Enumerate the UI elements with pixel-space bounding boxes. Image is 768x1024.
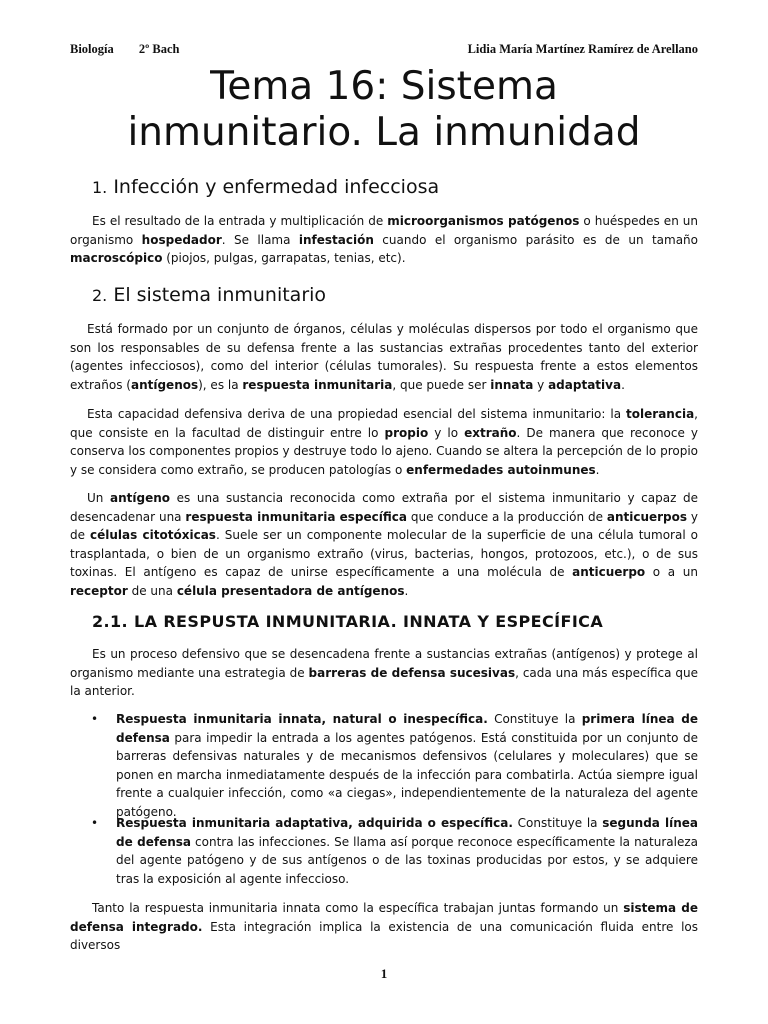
section-2-1-paragraph-1: Es un proceso defensivo que se desencadena frente a sustancias extrañas (antígenos) y protege al organismo mediante una estrategia de barreras de defensa sucesivas, cada una más específica que la anterior.: [70, 647, 698, 699]
header-left: [70, 42, 179, 57]
section-2-1-paragraph-2: Tanto la respuesta inmunitaria innata como la específica trabajan juntas formando un sistema de defensa integrado. Esta integración implica la existencia de una comunicación fluida entre los diversos: [70, 901, 699, 953]
header-subject: Biología: [70, 42, 114, 56]
page-number: 1: [380, 966, 388, 981]
section-2-heading: [92, 284, 326, 306]
section-2-paragraph-2: Esta capacidad defensiva deriva de una propiedad esencial del sistema inmunitario: la tolerancia, que consiste en la facultad de distinguir entre lo propio y lo extraño. De manera que reconoce y conserva los componentes propios y destruye todo lo ajeno. Cuando se altera la percepción de lo propio y se considera como extraño, se producen patologías o enfermedades autoinmunes.: [70, 407, 698, 477]
title-line-1: Tema 16: Sistema: [210, 64, 558, 109]
section-2-paragraph-3: Un antígeno es una sustancia reconocida como extraña por el sistema inmunitario y capaz de desencadenar una respuesta inmunitaria específica que conduce a la producción de anticuerpos y de células citotóxicas. Suele ser un componente molecular de la superficie de una célula tumoral o trasplantada, o bien de un organismo extraño (virus, bacterias, hongos, protozoos, etc.), o de sus toxinas. El antígeno es capaz de unirse específicamente a una molécula de anticuerpo o a un receptor de una célula presentadora de antígenos.: [70, 491, 699, 598]
section-2-title: El sistema inmunitario: [113, 284, 327, 306]
section-1-paragraph-1: Es el resultado de la entrada y multiplicación de microorganismos patógenos o huéspedes en un organismo hospedador. Se llama infestación cuando el organismo parásito es de un tamaño macroscópico (piojos, pulgas, garrapatas, tenias, etc).: [70, 214, 698, 266]
section-1-heading: [92, 176, 439, 198]
bullet-icon: •: [91, 712, 99, 726]
header-author: Lidia María Martínez Ramírez de Arellano: [467, 42, 698, 56]
section-2-number: 2.: [92, 286, 108, 305]
title-line-2: inmunitario. La inmunidad: [127, 110, 641, 155]
section-1-title: Infección y enfermedad infecciosa: [113, 176, 440, 198]
bullet-item-adaptive: • Respuesta inmunitaria adaptativa, adquirida o específica. Constituye la segunda línea de defensa contra las infecciones. Se llama así porque reconoce específicamente la naturaleza del agente patógeno y de sus antígenos o de las toxinas producidas por estos, y se adquiere tras la exposición al agente infeccioso.: [91, 816, 698, 886]
page-header: [70, 42, 698, 57]
bullet-item-innate: • Respuesta inmunitaria innata, natural o inespecífica. Constituye la primera línea de defensa para impedir la entrada a los agentes patógenos. Está constituida por un conjunto de barreras defensivas naturales y de mecanismos defensivos (celulares y moleculares) que se ponen en marcha inmediatamente después de la infección para combatirla. Actúa siempre igual frente a cualquier infección, como «a ciegas», independientemente de la naturaleza del agente patógeno.: [91, 712, 698, 819]
section-2-paragraph-1: Está formado por un conjunto de órganos, células y moléculas dispersos por todo el organismo que son los responsables de su defensa frente a las sustancias extrañas procedentes tanto del exterior (agentes infecciosos), como del interior (células tumorales). Su respuesta frente a estos elementos extraños (antígenos), es la respuesta inmunitaria, que puede ser innata y adaptativa.: [70, 322, 698, 392]
header-course: 2º Bach: [138, 42, 180, 56]
bullet-icon: •: [91, 816, 99, 830]
section-1-number: 1.: [92, 178, 108, 197]
section-2-1-heading: 2.1. LA RESPUSTA INMUNITARIA. INNATA Y ESPECÍFICA: [92, 612, 604, 631]
page-title: [70, 64, 698, 156]
